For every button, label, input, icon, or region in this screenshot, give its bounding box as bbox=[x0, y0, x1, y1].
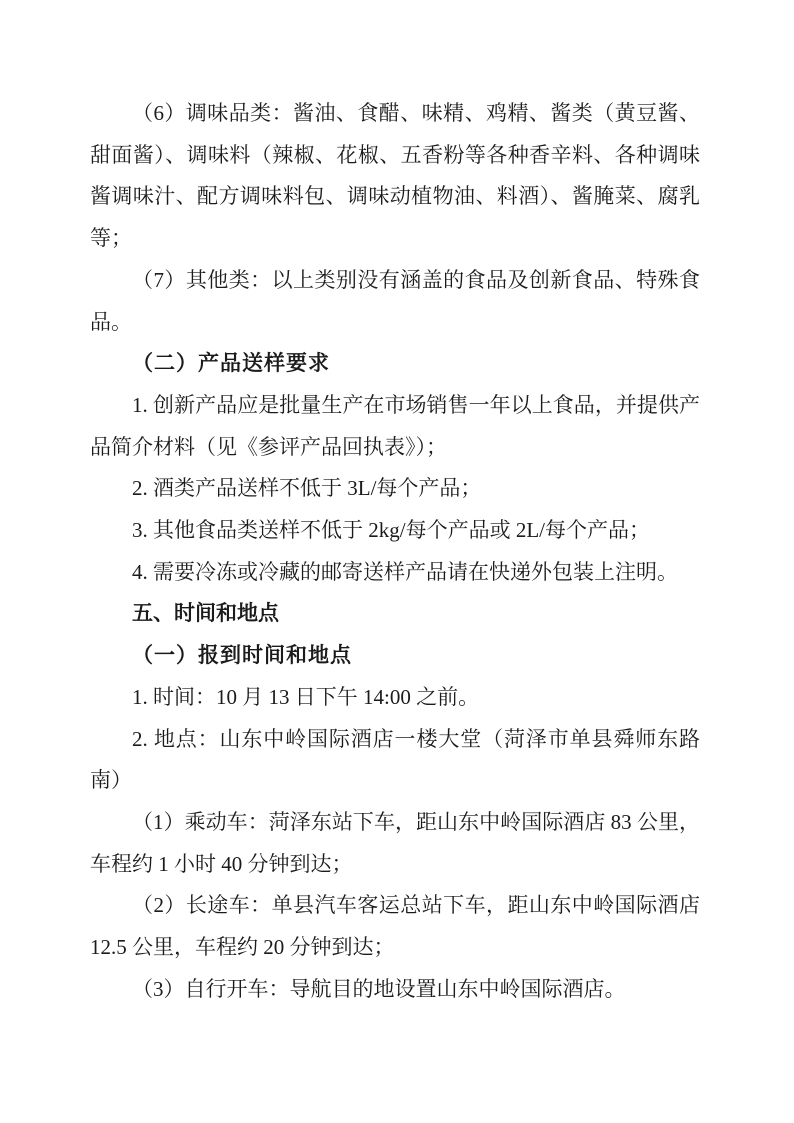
paragraph-checkin-location: 2. 地点：山东中岭国际酒店一楼大堂（菏泽市单县舜师东路南） bbox=[90, 726, 700, 793]
paragraph-category-7-others: （7）其他类：以上类别没有涵盖的食品及创新食品、特殊食品。 bbox=[90, 267, 700, 334]
paragraph-requirement-1: 1. 创新产品应是批量生产在市场销售一年以上食品，并提供产品简介材料（见《参评产品回执表》）； bbox=[90, 392, 700, 459]
paragraph-transport-train: （1）乘动车：菏泽东站下车，距山东中岭国际酒店 83 公里，车程约 1 小时 40 分钟到达； bbox=[90, 809, 700, 876]
paragraph-category-6-condiments: （6）调味品类：酱油、食醋、味精、鸡精、酱类（黄豆酱、甜面酱）、调味料（辣椒、花椒、五香粉等各种香辛料、各种调味酱调味汁、配方调味料包、调味动植物油、料酒）、酱腌菜、腐乳等； bbox=[90, 101, 700, 251]
section-heading-sample-requirements: （二）产品送样要求 bbox=[132, 351, 330, 376]
paragraph-requirement-2: 2. 酒类产品送样不低于 3L/每个产品； bbox=[132, 476, 482, 501]
section-heading-checkin-time-place: （一）报到时间和地点 bbox=[132, 643, 352, 668]
paragraph-transport-drive: （3）自行开车：导航目的地设置山东中岭国际酒店。 bbox=[132, 976, 626, 1001]
paragraph-requirement-4: 4. 需要冷冻或冷藏的邮寄送样产品请在快递外包装上注明。 bbox=[132, 559, 678, 584]
paragraph-requirement-3: 3. 其他食品类送样不低于 2kg/每个产品或 2L/每个产品； bbox=[132, 518, 650, 543]
section-heading-time-and-place: 五、时间和地点 bbox=[132, 602, 279, 626]
paragraph-transport-bus: （2）长途车：单县汽车客运总站下车，距山东中岭国际酒店 12.5 公里，车程约 20 分钟到达； bbox=[90, 893, 700, 960]
paragraph-checkin-time: 1. 时间：10 月 13 日下午 14:00 之前。 bbox=[132, 684, 480, 709]
